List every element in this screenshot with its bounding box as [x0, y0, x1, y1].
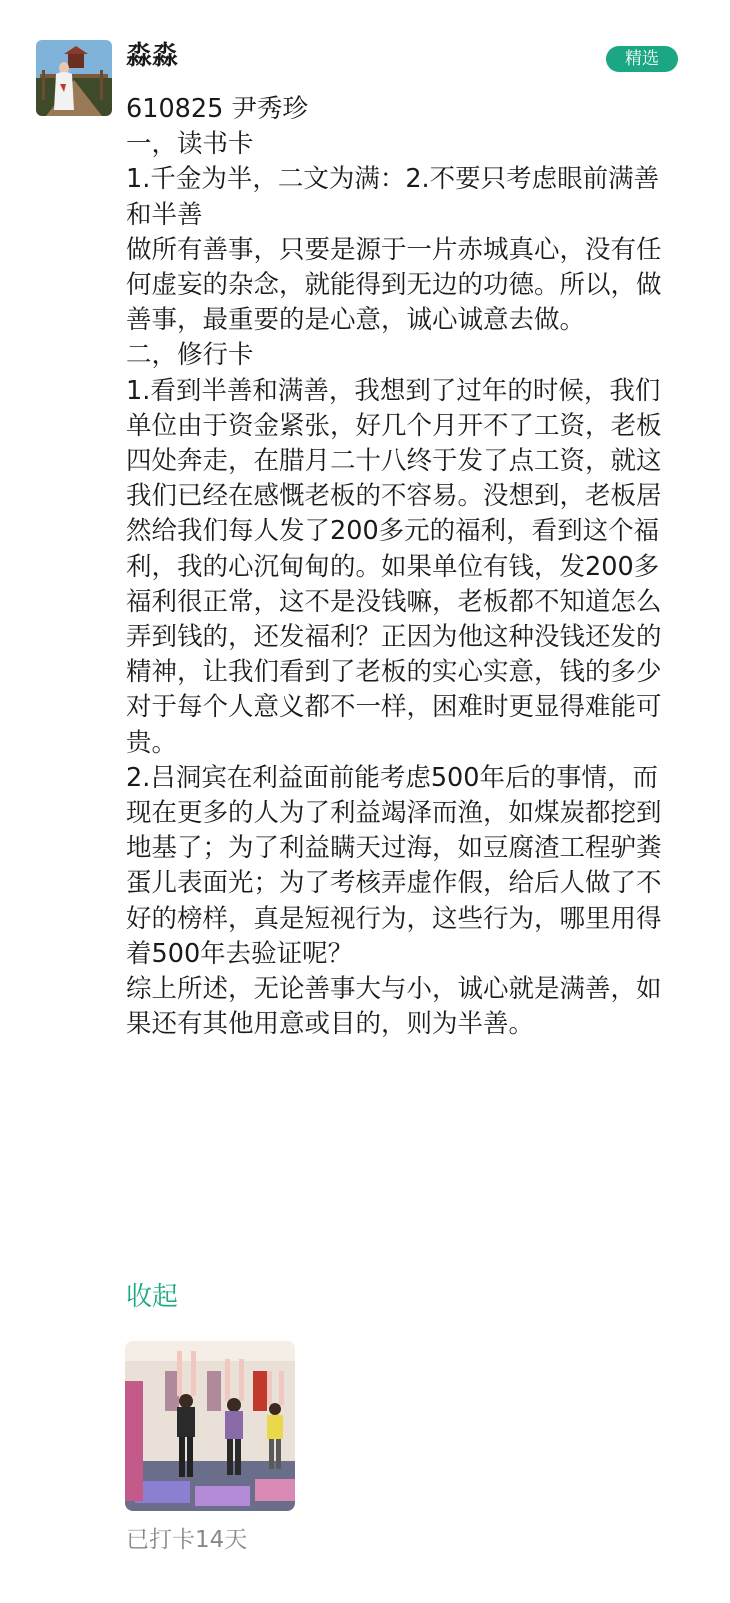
post-body	[126, 92, 678, 1042]
post-paragraph: 二，修行卡	[126, 340, 254, 371]
post-photo[interactable]	[125, 1341, 295, 1511]
post-paragraph: 1.千金为半，二文为满：2.不要只考虑眼前满善和半善	[126, 164, 660, 230]
avatar-image	[36, 40, 112, 116]
collapse-button[interactable]: 收起	[126, 1282, 179, 1312]
post-paragraph: 610825 尹秀珍	[126, 94, 308, 124]
post-paragraph: 1.看到半善和满善，我想到了过年的时候，我们单位由于资金紧张，好几个月开不了工资，老板四处奔走，在腊月二十八终于发了点工资，就这我们已经在感慨老板的不容易。没想到，老板居然给我们每人发了200多元的福利，看到这个福利，我的心沉甸甸的。如果单位有钱，发200多福利很正常，这不是没钱嘛，老板都不知道怎么弄到钱的，还发福利？正因为他这种没钱还发的精神，让我们看到了老板的实心实意，钱的多少对于每个人意义都不一样，困难时更显得难能可贵。	[126, 375, 662, 758]
author-name[interactable]: 淼淼	[126, 41, 179, 71]
post-paragraph: 一，读书卡	[126, 129, 254, 160]
post-paragraph: 做所有善事，只要是源于一片赤城真心，没有任何虚妄的杂念，就能得到无边的功德。所以，做善事，最重要的是心意，诚心诚意去做。	[126, 234, 662, 336]
post-paragraph: 综上所述，无论善事大与小，诚心就是满善，如果还有其他用意或目的，则为半善。	[126, 974, 662, 1040]
avatar[interactable]	[36, 40, 112, 116]
post-paragraph: 2.吕洞宾在利益面前能考虑500年后的事情，而现在更多的人为了利益竭泽而渔，如煤炭都挖到地基了；为了利益瞒天过海，如豆腐渣工程驴粪蛋儿表面光；为了考核弄虚作假，给后人做了不好的榜样，真是短视行为，这些行为，哪里用得着500年去验证呢？	[126, 762, 662, 969]
yoga-photo-image	[125, 1341, 295, 1511]
featured-badge: 精选	[606, 46, 678, 72]
checkin-count: 已打卡14天	[126, 1527, 248, 1553]
